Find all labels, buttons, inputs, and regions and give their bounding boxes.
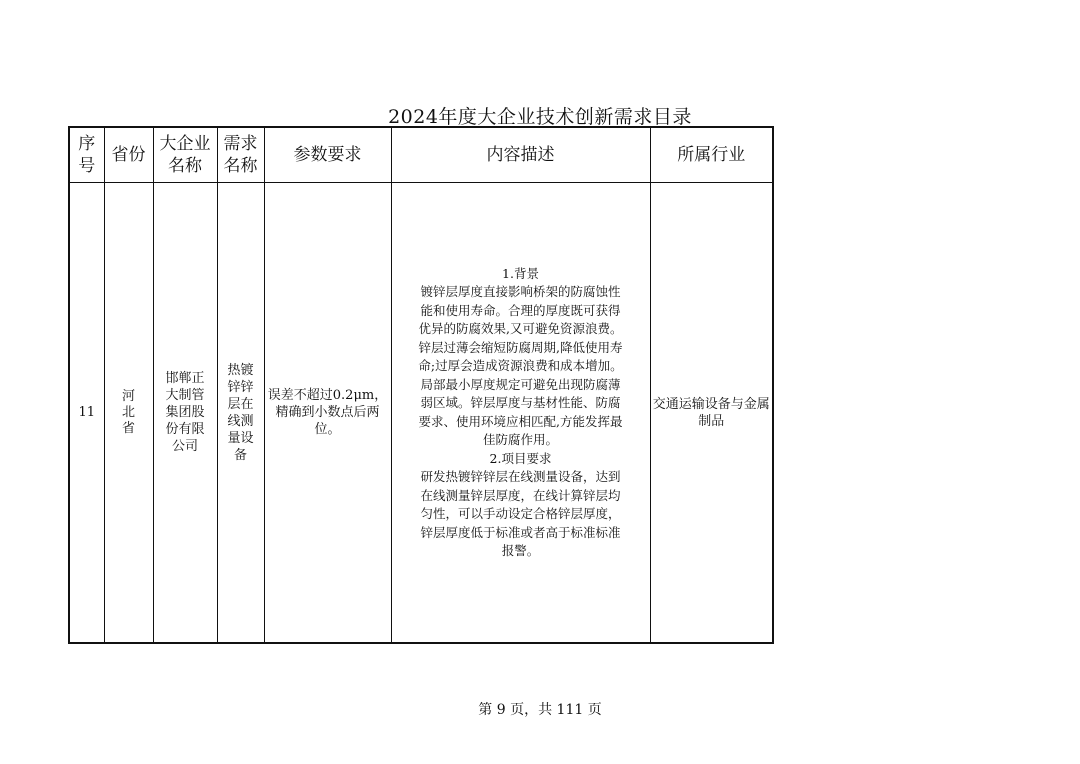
cell-company: 邯郸正大制管集团股份有限公司 (153, 183, 217, 644)
description-line: 匀性，可以手动设定合格锌层厚度， (420, 506, 621, 521)
header-company: 大企业名称 (153, 127, 217, 183)
description-line: 局部最小厚度规定可避免出现防腐薄 (420, 376, 621, 392)
header-params: 参数要求 (264, 127, 391, 183)
description-line: 1.背景 (502, 265, 539, 281)
description-line: 镀锌层厚度直接影响桥架的防腐蚀性 (420, 284, 621, 299)
table-row (69, 183, 773, 644)
requirements-table (68, 126, 774, 644)
description-line: 佳防腐作用。 (482, 432, 558, 447)
page-footer: 第 9 页，共 111 页 (478, 702, 602, 718)
cell-industry: 交通运输设备与金属制品 (650, 183, 773, 644)
header-need-name: 需求名称 (217, 127, 264, 183)
description-line: 研发热镀锌锌层在线测量设备，达到 (420, 469, 621, 484)
description-line: 报警。 (501, 543, 540, 558)
page-title: 2024年度大企业技术创新需求目录 (388, 106, 692, 128)
cell-no: 11 (69, 183, 104, 644)
cell-description (391, 183, 650, 644)
description-line: 锌层过薄会缩短防腐周期,降低使用寿 (418, 339, 623, 355)
description-line: 要求、使用环境应相匹配,方能发挥最 (418, 413, 623, 429)
header-province: 省份 (104, 127, 153, 183)
description-line: 在线测量锌层厚度，在线计算锌层均 (420, 487, 621, 503)
header-industry: 所属行业 (650, 127, 773, 183)
description-line: 锌层厚度低于标准或者高于标准标准 (420, 524, 621, 540)
description-line: 命;过厚会造成资源浪费和成本增加。 (418, 358, 623, 373)
description-line: 弱区域。锌层厚度与基材性能、防腐 (420, 395, 621, 410)
cell-province: 河北省 (104, 183, 153, 644)
cell-need-name: 热镀锌锌层在线测量设备 (217, 183, 264, 644)
description-line: 2.项目要求 (489, 450, 552, 466)
description-line: 优异的防腐效果,又可避免资源浪费。 (418, 321, 623, 336)
header-no: 序号 (69, 127, 104, 183)
description-line: 能和使用寿命。合理的厚度既可获得 (420, 302, 621, 318)
cell-params: 误差不超过0.2μm，精确到小数点后两位。 (264, 183, 391, 644)
table-header-row (69, 127, 773, 183)
header-description: 内容描述 (391, 127, 650, 183)
